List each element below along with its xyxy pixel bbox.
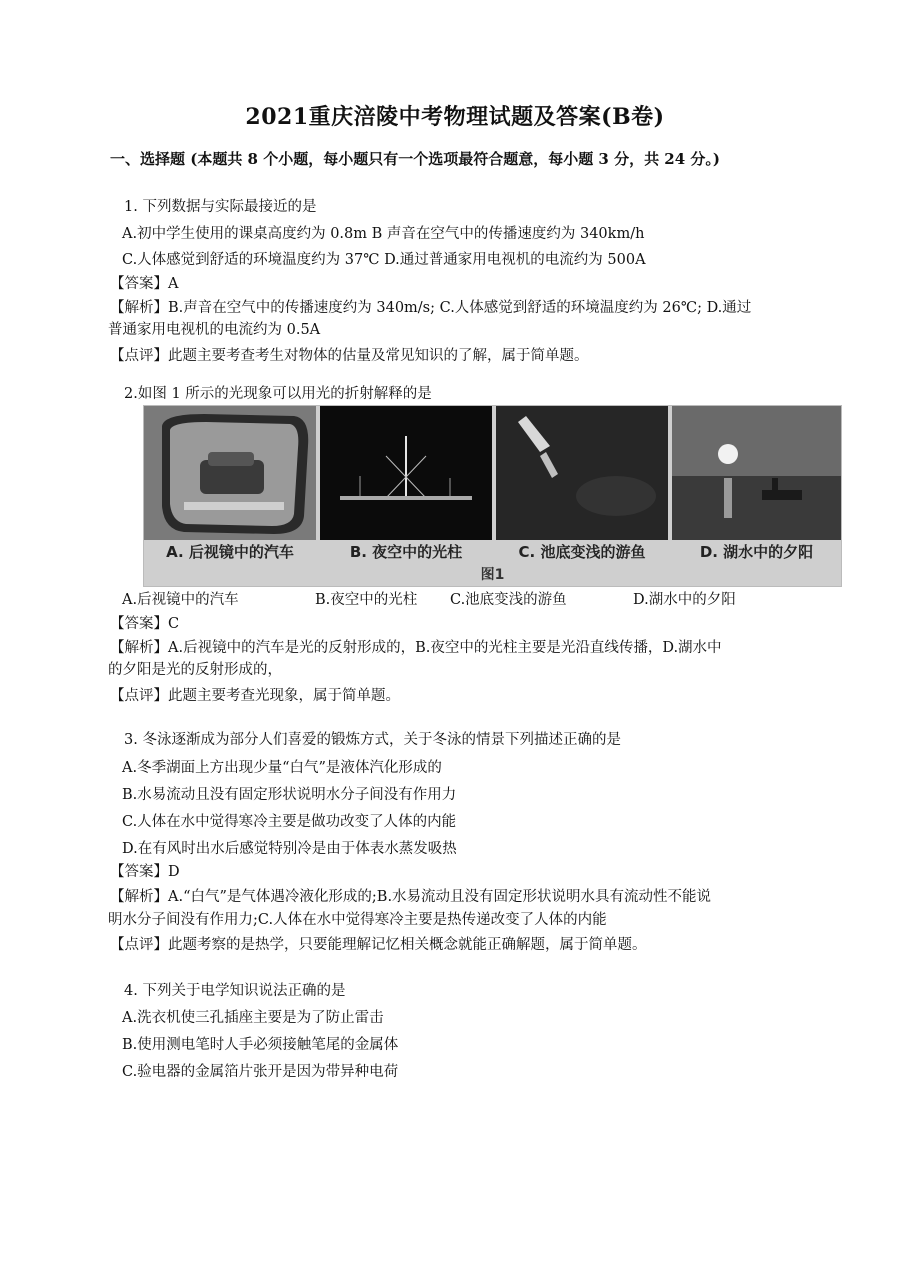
q1-comment: 【点评】此题主要考查考生对物体的估量及常见知识的了解，属于简单题。 — [110, 348, 589, 364]
q4-stem: 4. 下列关于电学知识说法正确的是 — [124, 983, 346, 999]
q2-stem: 2.如图 1 所示的光现象可以用光的折射解释的是 — [124, 386, 432, 402]
q3-analysis-line-2: 明水分子间没有作用力;C.人体在水中觉得寒冷主要是热传递改变了人体的内能 — [108, 912, 607, 928]
q1-analysis-line-2: 普通家用电视机的电流约为 0.5A — [108, 322, 321, 338]
q4-option-c: C.验电器的金属箔片张开是因为带异种电荷 — [122, 1064, 399, 1080]
q3-analysis-line-1: 【解析】A.“白气”是气体遇冷液化形成的;B.水易流动且没有固定形状说明水具有流动性不能说 — [110, 889, 712, 905]
q1-stem: 1. 下列数据与实际最接近的是 — [124, 199, 317, 215]
caption-c: C. 池底变浅的游鱼 — [518, 543, 646, 561]
caption-a: A. 后视镜中的汽车 — [166, 543, 294, 561]
q2-analysis-line-2: 的夕阳是光的反射形成的， — [108, 662, 282, 678]
photo-rearview-mirror — [144, 406, 316, 540]
q2-option-c: C.池底变浅的游鱼 — [450, 592, 567, 608]
q3-comment: 【点评】此题考察的是热学，只要能理解记忆相关概念就能正确解题，属于简单题。 — [110, 937, 647, 953]
figure-1-photo-strip — [143, 405, 842, 587]
q2-option-b: B.夜空中的光柱 — [315, 592, 418, 608]
photo-pool-fish — [496, 406, 668, 540]
q4-option-a: A.洗衣机使三孔插座主要是为了防止雷击 — [122, 1010, 384, 1026]
q3-option-b: B.水易流动且没有固定形状说明水分子间没有作用力 — [122, 787, 457, 803]
q3-option-d: D.在有风时出水后感觉特别冷是由于体表水蒸发吸热 — [122, 841, 457, 857]
photo-lake-sunset — [672, 406, 841, 540]
q3-option-a: A.冬季湖面上方出现少量“白气”是液体汽化形成的 — [122, 760, 442, 776]
q3-answer: 【答案】D — [110, 864, 180, 880]
lake-sunset-image — [672, 406, 841, 540]
section-heading: 一、选择题 (本题共 8 个小题，每小题只有一个选项最符合题意，每小题 3 分，共 24 分。) — [110, 150, 721, 168]
photo-light-pillars — [320, 406, 492, 540]
q1-options-line-2: C.人体感觉到舒适的环境温度约为 37℃ D.通过普通家用电视机的电流约为 500A — [122, 252, 646, 268]
q3-stem: 3. 冬泳逐渐成为部分人们喜爱的锻炼方式，关于冬泳的情景下列描述正确的是 — [124, 732, 621, 748]
q1-options-line-1: A.初中学生使用的课桌高度约为 0.8m B 声音在空气中的传播速度约为 340km/h — [122, 226, 645, 242]
caption-d: D. 湖水中的夕阳 — [699, 543, 814, 561]
q4-option-b: B.使用测电笔时人手必须接触笔尾的金属体 — [122, 1037, 399, 1053]
q2-option-d: D.湖水中的夕阳 — [633, 592, 736, 608]
q2-option-a: A.后视镜中的汽车 — [122, 592, 239, 608]
light-pillars-image — [320, 406, 492, 540]
pool-fish-image — [496, 406, 668, 540]
mirror-image — [144, 406, 316, 540]
page-title: 2021重庆涪陵中考物理试题及答案(B卷) — [245, 104, 665, 130]
figure-label: 图1 — [480, 567, 505, 583]
caption-b: B. 夜空中的光柱 — [349, 543, 463, 561]
q2-analysis-line-1: 【解析】A.后视镜中的汽车是光的反射形成的，B.夜空中的光柱主要是光沿直线传播，D.湖水中 — [110, 640, 722, 656]
q3-option-c: C.人体在水中觉得寒冷主要是做功改变了人体的内能 — [122, 814, 457, 830]
q2-answer: 【答案】C — [110, 616, 180, 632]
q2-comment: 【点评】此题主要考查光现象，属于简单题。 — [110, 688, 400, 704]
q1-analysis-line-1: 【解析】B.声音在空气中的传播速度约为 340m/s; C.人体感觉到舒适的环境温度约为 26℃; D.通过 — [110, 300, 752, 316]
q1-answer: 【答案】A — [110, 276, 179, 292]
